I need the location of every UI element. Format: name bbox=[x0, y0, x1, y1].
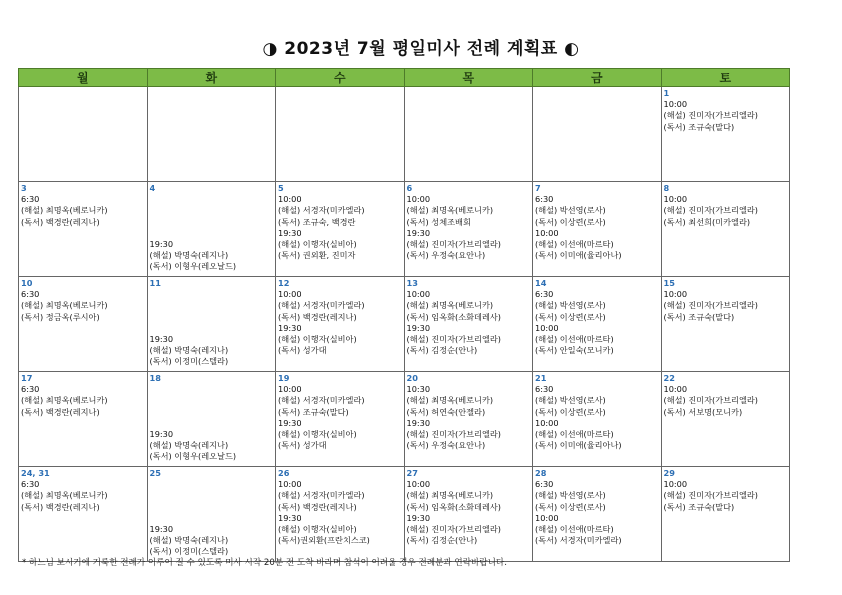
calendar-day-cell-wed bbox=[276, 277, 405, 372]
day-number: 26 bbox=[278, 468, 290, 478]
day-number: 14 bbox=[535, 278, 547, 288]
ministry-assignment: (독서) 백경란(레지나) bbox=[278, 501, 357, 512]
spacer bbox=[150, 205, 274, 216]
day-number: 20 bbox=[406, 373, 418, 383]
day-number: 15 bbox=[663, 278, 675, 288]
weekday-header-fri: 금 bbox=[533, 69, 662, 87]
ministry-assignment: (해설) 최명옥(베로니카) bbox=[21, 205, 108, 216]
spacer bbox=[150, 490, 274, 501]
calendar-day-cell-thu bbox=[404, 182, 533, 277]
ministry-assignment: (해설) 최명옥(베로니카) bbox=[406, 395, 494, 406]
day-number: 7 bbox=[535, 183, 541, 193]
ministry-assignment: (독서) 이형우(레오날드) bbox=[149, 451, 237, 462]
calendar-day-cell-wed bbox=[276, 182, 405, 277]
mass-time: 19:30 bbox=[406, 322, 431, 333]
spacer bbox=[150, 323, 274, 334]
ministry-assignment: (독서) 백경란(레지나) bbox=[21, 406, 100, 417]
ministry-assignment: (해설) 박선영(로사) bbox=[535, 490, 606, 501]
day-number: 17 bbox=[21, 373, 33, 383]
calendar-day-cell-thu bbox=[404, 87, 533, 182]
calendar-day-cell-thu bbox=[404, 372, 533, 467]
calendar-day-cell-sat bbox=[661, 87, 790, 182]
ministry-assignment: (독서) 권외환, 진미자 bbox=[278, 250, 356, 261]
ministry-assignment: (독서) 이상련(로사) bbox=[535, 216, 606, 227]
ministry-assignment: (해설) 서경자(미카엘라) bbox=[278, 300, 365, 311]
spacer bbox=[150, 289, 274, 300]
ministry-assignment: (독서) 임옥화(소화데레사) bbox=[406, 501, 501, 512]
day-number: 8 bbox=[663, 183, 670, 193]
calendar-day-cell-sat bbox=[661, 372, 790, 467]
calendar-week-row bbox=[19, 467, 790, 562]
mass-time: 10:00 bbox=[278, 289, 302, 300]
mass-time: 10:00 bbox=[663, 194, 688, 205]
ministry-assignment: (독서) 정금옥(루시아) bbox=[21, 311, 100, 322]
ministry-assignment: (해설) 이행자(실비아) bbox=[278, 429, 357, 440]
calendar-week-row bbox=[19, 182, 790, 277]
ministry-assignment: (독서) 이미애(율리아나) bbox=[535, 440, 622, 451]
spacer bbox=[150, 479, 274, 490]
day-number: 3 bbox=[21, 183, 27, 193]
mass-time: 6:30 bbox=[21, 194, 40, 205]
day-number: 18 bbox=[149, 373, 161, 383]
ministry-assignment: (해설) 최명옥(베로니카) bbox=[21, 395, 108, 406]
ministry-assignment: (해설) 박명숙(레지나) bbox=[149, 440, 229, 451]
ministry-assignment: (독서) 백경란(레지나) bbox=[278, 311, 357, 322]
mass-time: 6:30 bbox=[535, 384, 554, 395]
ministry-assignment: (독서) 백경란(레지나) bbox=[21, 216, 100, 227]
mass-time: 6:30 bbox=[21, 289, 40, 300]
ministry-assignment: (해설) 진미자(가브리엘라) bbox=[663, 300, 758, 311]
ministry-assignment: (독서) 이상련(로사) bbox=[535, 311, 606, 322]
ministry-assignment: (해설) 이행자(실비아) bbox=[278, 524, 357, 535]
mass-time: 19:30 bbox=[149, 333, 174, 344]
calendar-day-cell-fri bbox=[533, 372, 662, 467]
calendar-day-cell-fri bbox=[533, 87, 662, 182]
mass-time: 10:00 bbox=[663, 289, 688, 300]
weekday-header-wed: 수 bbox=[276, 69, 405, 87]
day-number: 12 bbox=[278, 278, 290, 288]
ministry-assignment: (해설) 진미자(가브리엘라) bbox=[663, 110, 758, 121]
ministry-assignment: (해설) 박명숙(레지나) bbox=[149, 345, 229, 356]
ministry-assignment: (해설) 최명옥(베로니카) bbox=[406, 490, 494, 501]
ministry-assignment: (해설) 박선영(로사) bbox=[535, 205, 606, 216]
ministry-assignment: (독서) 성가대 bbox=[278, 440, 327, 451]
ministry-assignment: (독서) 최선희(미카엘라) bbox=[663, 216, 751, 227]
calendar-day-cell-mon bbox=[19, 87, 148, 182]
ministry-assignment: (독서) 이정미(스텔라) bbox=[149, 356, 229, 367]
spacer bbox=[150, 228, 274, 239]
ministry-assignment: (독서) 조규숙(말다) bbox=[663, 311, 735, 322]
weekday-header-sat: 토 bbox=[661, 69, 790, 87]
spacer bbox=[150, 513, 274, 524]
ministry-assignment: (독서) 이정미(스텔라) bbox=[149, 546, 229, 557]
day-number: 4 bbox=[149, 183, 156, 193]
day-number: 19 bbox=[278, 373, 290, 383]
calendar-day-cell-wed bbox=[276, 467, 405, 562]
calendar-week-row bbox=[19, 372, 790, 467]
day-number: 25 bbox=[149, 468, 161, 478]
weekday-header-row bbox=[19, 69, 790, 87]
day-number: 29 bbox=[663, 468, 675, 478]
calendar-day-cell-wed bbox=[276, 372, 405, 467]
mass-time: 19:30 bbox=[406, 227, 431, 238]
calendar-day-cell-wed bbox=[276, 87, 405, 182]
mass-time: 10:00 bbox=[663, 479, 688, 490]
mass-time: 19:30 bbox=[278, 512, 302, 523]
ministry-assignment: (독서) 조규숙, 백경란 bbox=[278, 216, 356, 227]
spacer bbox=[150, 217, 274, 228]
mass-time: 10:00 bbox=[406, 289, 431, 300]
ministry-assignment: (해설) 서경자(미카엘라) bbox=[278, 490, 365, 501]
spacer bbox=[150, 300, 274, 311]
ministry-assignment: (독서) 이상련(로사) bbox=[535, 501, 606, 512]
day-number: 22 bbox=[663, 373, 675, 383]
calendar-day-cell-fri bbox=[533, 182, 662, 277]
ministry-assignment: (독서) 서보명(모니카) bbox=[663, 406, 743, 417]
weekday-header-tue: 화 bbox=[147, 69, 276, 87]
calendar-day-cell-mon bbox=[19, 182, 148, 277]
ministry-assignment: (해설) 서경자(미카엘라) bbox=[278, 395, 365, 406]
calendar-day-cell-tue bbox=[147, 277, 276, 372]
ministry-assignment: (독서) 안일숙(모니카) bbox=[535, 345, 614, 356]
spacer bbox=[150, 194, 274, 205]
mass-time: 10:00 bbox=[535, 512, 559, 523]
ministry-assignment: (독서)권외환(프란치스코) bbox=[278, 535, 370, 546]
calendar-day-cell-tue bbox=[147, 182, 276, 277]
ministry-assignment: (해설) 진미자(가브리엘라) bbox=[406, 334, 501, 345]
calendar-day-cell-thu bbox=[404, 467, 533, 562]
ministry-assignment: (독서) 이상련(로사) bbox=[535, 406, 606, 417]
ministry-assignment: (독서) 조규숙(말다) bbox=[663, 121, 735, 132]
ministry-assignment: (해설) 진미자(가브리엘라) bbox=[663, 205, 758, 216]
calendar-week-row bbox=[19, 277, 790, 372]
spacer bbox=[150, 407, 274, 418]
mass-time: 10:30 bbox=[406, 384, 431, 395]
ministry-assignment: (독서) 조규숙(말다) bbox=[278, 406, 349, 417]
spacer bbox=[150, 312, 274, 323]
ministry-assignment: (해설) 이선애(마르타) bbox=[535, 429, 614, 440]
page-title: ◑ 2023년 7월 평일미사 전례 계획표 ◐ bbox=[262, 39, 580, 59]
calendar-day-cell-fri bbox=[533, 467, 662, 562]
ministry-assignment: (해설) 서경자(미카엘라) bbox=[278, 205, 365, 216]
ministry-assignment: (독서) 이형우(레오날드) bbox=[149, 261, 237, 272]
ministry-assignment: (해설) 최명옥(베로니카) bbox=[406, 300, 494, 311]
ministry-assignment: (해설) 진미자(가브리엘라) bbox=[406, 239, 501, 250]
day-number: 24, 31 bbox=[21, 468, 50, 478]
mass-time: 19:30 bbox=[149, 523, 174, 534]
weekday-header-thu: 목 bbox=[404, 69, 533, 87]
mass-time: 10:00 bbox=[535, 227, 559, 238]
mass-time: 10:00 bbox=[406, 194, 431, 205]
calendar-day-cell-fri bbox=[533, 277, 662, 372]
calendar-day-cell-sat bbox=[661, 277, 790, 372]
calendar-week-row bbox=[19, 87, 790, 182]
ministry-assignment: (독서) 김정순(안나) bbox=[406, 345, 478, 356]
ministry-assignment: (해설) 박선영(로사) bbox=[535, 300, 606, 311]
day-number: 21 bbox=[535, 373, 547, 383]
calendar-day-cell-sat bbox=[661, 467, 790, 562]
ministry-assignment: (해설) 박선영(로사) bbox=[535, 395, 606, 406]
ministry-assignment: (해설) 진미자(가브리엘라) bbox=[406, 524, 501, 535]
ministry-assignment: (해설) 최명옥(베로니카) bbox=[21, 300, 108, 311]
mass-time: 10:00 bbox=[663, 99, 688, 110]
mass-time: 6:30 bbox=[535, 289, 554, 300]
spacer bbox=[150, 395, 274, 406]
calendar-day-cell-thu bbox=[404, 277, 533, 372]
day-number: 13 bbox=[406, 278, 418, 288]
liturgy-calendar-table bbox=[18, 68, 790, 562]
mass-time: 19:30 bbox=[406, 417, 431, 428]
day-number: 5 bbox=[278, 183, 284, 193]
calendar-day-cell-tue bbox=[147, 467, 276, 562]
mass-time: 6:30 bbox=[535, 479, 554, 490]
ministry-assignment: (독서) 성가대 bbox=[278, 345, 327, 356]
ministry-assignment: (해설) 이선애(마르타) bbox=[535, 524, 614, 535]
calendar-day-cell-sat bbox=[661, 182, 790, 277]
spacer bbox=[150, 502, 274, 513]
ministry-assignment: (해설) 진미자(가브리엘라) bbox=[663, 395, 758, 406]
ministry-assignment: (독서) 백경란(레지나) bbox=[21, 501, 100, 512]
ministry-assignment: (독서) 김정순(안나) bbox=[406, 535, 478, 546]
day-number: 28 bbox=[535, 468, 547, 478]
mass-time: 10:00 bbox=[406, 479, 431, 490]
day-number: 1 bbox=[663, 88, 670, 98]
ministry-assignment: (해설) 이선애(마르타) bbox=[535, 334, 614, 345]
footnote: * 하느님 보시기에 거룩한 전례가 이루어 질 수 있도록 미사 시작 20분 전 도착 바라며 참석이 어려울 경우 전례분과 연락바랍니다. bbox=[22, 558, 507, 568]
mass-time: 10:00 bbox=[278, 384, 302, 395]
day-number: 6 bbox=[406, 183, 413, 193]
ministry-assignment: (독서) 서경자(미카엘라) bbox=[535, 535, 622, 546]
ministry-assignment: (독서) 성체조배회 bbox=[406, 216, 471, 227]
mass-time: 10:00 bbox=[278, 194, 302, 205]
calendar-day-cell-tue bbox=[147, 372, 276, 467]
mass-time: 19:30 bbox=[149, 238, 174, 249]
ministry-assignment: (독서) 우정숙(요안나) bbox=[406, 440, 486, 451]
calendar-day-cell-tue bbox=[147, 87, 276, 182]
ministry-assignment: (해설) 진미자(가브리엘라) bbox=[406, 429, 501, 440]
ministry-assignment: (해설) 진미자(가브리엘라) bbox=[663, 490, 758, 501]
mass-time: 19:30 bbox=[149, 428, 174, 439]
ministry-assignment: (해설) 이선애(마르타) bbox=[535, 239, 614, 250]
ministry-assignment: (해설) 이행자(실비아) bbox=[278, 334, 357, 345]
calendar-day-cell-mon bbox=[19, 467, 148, 562]
ministry-assignment: (해설) 최명옥(베로니카) bbox=[21, 490, 108, 501]
spacer bbox=[150, 384, 274, 395]
ministry-assignment: (독서) 이미애(율리아나) bbox=[535, 250, 622, 261]
calendar-day-cell-mon bbox=[19, 277, 148, 372]
day-number: 10 bbox=[21, 278, 33, 288]
mass-time: 19:30 bbox=[278, 417, 302, 428]
ministry-assignment: (독서) 허연숙(안젤라) bbox=[406, 406, 486, 417]
ministry-assignment: (해설) 최명옥(베로니카) bbox=[406, 205, 494, 216]
day-number: 11 bbox=[149, 278, 161, 288]
mass-time: 19:30 bbox=[278, 227, 302, 238]
weekday-header-mon: 월 bbox=[19, 69, 148, 87]
ministry-assignment: (독서) 우정숙(요안나) bbox=[406, 250, 486, 261]
spacer bbox=[150, 418, 274, 429]
mass-time: 19:30 bbox=[406, 512, 431, 523]
ministry-assignment: (해설) 박명숙(레지나) bbox=[149, 535, 229, 546]
mass-time: 6:30 bbox=[21, 384, 40, 395]
ministry-assignment: (독서) 조규숙(말다) bbox=[663, 501, 735, 512]
mass-time: 6:30 bbox=[21, 479, 40, 490]
mass-time: 6:30 bbox=[535, 194, 554, 205]
ministry-assignment: (독서) 임옥화(소화데레사) bbox=[406, 311, 501, 322]
day-number: 27 bbox=[406, 468, 418, 478]
mass-time: 19:30 bbox=[278, 322, 302, 333]
mass-time: 10:00 bbox=[535, 417, 559, 428]
mass-time: 10:00 bbox=[663, 384, 688, 395]
mass-time: 10:00 bbox=[535, 322, 559, 333]
ministry-assignment: (해설) 박명숙(레지나) bbox=[149, 250, 229, 261]
calendar-day-cell-mon bbox=[19, 372, 148, 467]
mass-time: 10:00 bbox=[278, 479, 302, 490]
ministry-assignment: (해설) 이행자(실비아) bbox=[278, 239, 357, 250]
